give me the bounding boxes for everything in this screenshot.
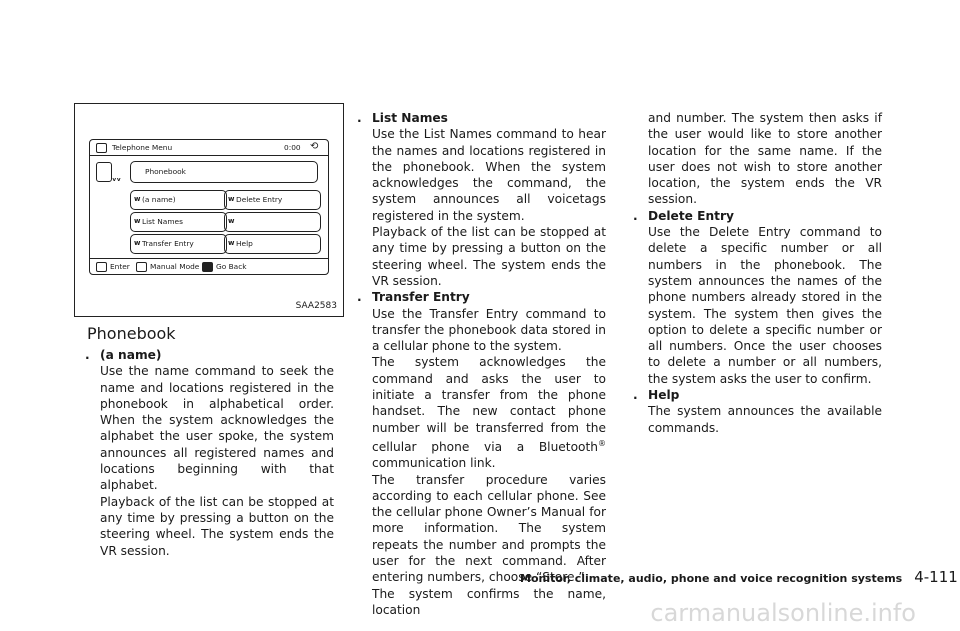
column-2 [357, 110, 606, 618]
screen-illustration [89, 139, 329, 275]
screen-bottom-bar [90, 258, 328, 274]
btn-blank [224, 212, 321, 232]
paragraph: The system confirms the name, location [372, 586, 606, 617]
paragraph: Use the name command to seek the name and locations registered in the phonebook in alphabetical order. When the system acknowledges the alphabet the user spoke, the system announces all registered names and locations beginning with that alphabet. [100, 364, 334, 493]
enter-label: Enter [110, 262, 130, 271]
mic-icon: ᴡ [228, 239, 235, 247]
paragraph: Playback of the list can be stopped at any time by pressing a button on the steering wheel. The system ends the VR session. [372, 225, 606, 288]
watermark: carmanualsonline.info [650, 599, 916, 627]
column-3 [633, 110, 882, 436]
bullet-heading: (a name) [100, 348, 162, 362]
mic-icon: ᴡ [134, 195, 141, 203]
paragraph: Use the List Names command to hear the names and locations registered in the phonebook. When the system acknowledges the command, the system announces all voicetags registered in the system. [372, 127, 606, 223]
mic-icon: ᴡ [134, 217, 141, 225]
paragraph: Use the Transfer Entry command to transfer the phonebook data stored in a cellular phone to the system. [372, 306, 606, 354]
page-number: 4-111 [914, 568, 958, 586]
btn-delete-entry: ᴡ Delete Entry [224, 190, 321, 210]
phonebook-label: Phonebook [145, 167, 186, 176]
talk-icon [96, 162, 112, 182]
mic-icon: ᴡ [134, 239, 141, 247]
bullet-heading: List Names [372, 111, 448, 125]
mic-icon: ᴡ [228, 195, 235, 203]
paragraph: Use the Delete Entry command to delete a specific number or all numbers in the phonebook. The system announces the names of the phone numbers already stored in the system. The system then gives the option to delete a specific number or all numbers. Once the user chooses to delete a number or all numbers, the system asks the user to confirm. [648, 225, 882, 386]
phone-icon [96, 143, 107, 153]
paragraph: and number. The system then asks if the user would like to store another location for the same name. If the user does not wish to store another location, the system ends the VR session. [648, 111, 882, 207]
section-title: Phonebook [87, 324, 176, 343]
mic-icon: ᴡ [228, 217, 235, 225]
page-footer [520, 568, 958, 586]
btn-a-name: ᴡ (a name) [130, 190, 227, 210]
phonebook-box [130, 161, 318, 183]
paragraph: Playback of the list can be stopped at any time by pressing a button on the steering wheel. The system ends the VR session. [100, 494, 334, 558]
enter-icon [96, 262, 107, 272]
bullet-delete-entry: . Delete Entry Use the Delete Entry command to delete a specific number or all numbers in the phonebook. The system announces the names of the phone numbers already stored in the system. The system then gives the option to delete a specific number or all numbers. Once the user chooses to delete a number or all numbers, the system asks the user to confirm. [633, 208, 882, 386]
footer-section: Monitor, climate, audio, phone and voice recognition systems [520, 572, 903, 585]
btn-transfer-entry: ᴡ Transfer Entry [130, 234, 227, 254]
btn-help: ᴡ Help [224, 234, 321, 254]
go-back-label: Go Back [216, 262, 247, 271]
screen-top-bar [90, 140, 328, 156]
bullet-heading: Help [648, 388, 680, 403]
updown-icon [136, 262, 147, 272]
bullet-list-names: . List Names Use the List Names command to hear the names and locations registered in the phonebook. When the system acknowledges the command, the system announces all voicetags registered in the system. Playback of the list can be stopped at any time by pressing a button on the steering wheel. The system ends the VR session. [357, 111, 606, 288]
manual-mode-label: Manual Mode [150, 262, 200, 271]
figure-code: SAA2583 [295, 301, 337, 311]
bullet-transfer-entry: . Transfer Entry Use the Transfer Entry command to transfer the phonebook data stored in a cellular phone to the system. The system acknowledges the command and asks the user to initiate a transfer from the phone handset. The new contact phone number will be transferred from the cellular phone via a Bluetooth® communication link. The transfer procedure varies according to each cellular phone. See the cellular phone Owner’s Manual for more information. The system repeats the number and prompts the user for the next command. After entering numbers, choose “Store.” The system confirms the name, location [357, 290, 606, 617]
clock: 0:00 [284, 143, 301, 152]
telephone-menu-figure [74, 103, 344, 317]
paragraph: The transfer procedure varies according to each cellular phone. See the cellular phone Owner’s Manual for more information. The system repeats the number and prompts the user for the next command. After entering numbers, choose “Store.” [372, 472, 606, 585]
paragraph: The system acknowledges the command and asks the user to initiate a transfer from the phone handset. The new contact phone number will be transferred from the cellular phone via a Bluetooth® communication link. [372, 355, 606, 471]
btn-list-names: ᴡ List Names [130, 212, 227, 232]
back-circle-icon: ⟲ [310, 141, 319, 152]
menu-title: Telephone Menu [112, 143, 173, 152]
bullet-a-name: . (a name) Use the name command to seek the name and locations registered in the phonebook in alphabetical order. When the system acknowledges the alphabet the user spoke, the system announces all registered names and locations beginning with that alphabet. Playback of the list can be stopped at any time by pressing a button on the steering wheel. The system ends the VR session. [85, 348, 334, 558]
bullet-heading: Transfer Entry [372, 290, 470, 305]
column-1 [85, 347, 334, 559]
voice-icon: ᵥᵥ [112, 174, 122, 184]
bullet-help: . Help The system announces the available commands. [633, 388, 882, 435]
bullet-heading: Delete Entry [648, 208, 734, 223]
back-icon [202, 262, 213, 272]
paragraph: The system announces the available commands. [648, 404, 882, 435]
